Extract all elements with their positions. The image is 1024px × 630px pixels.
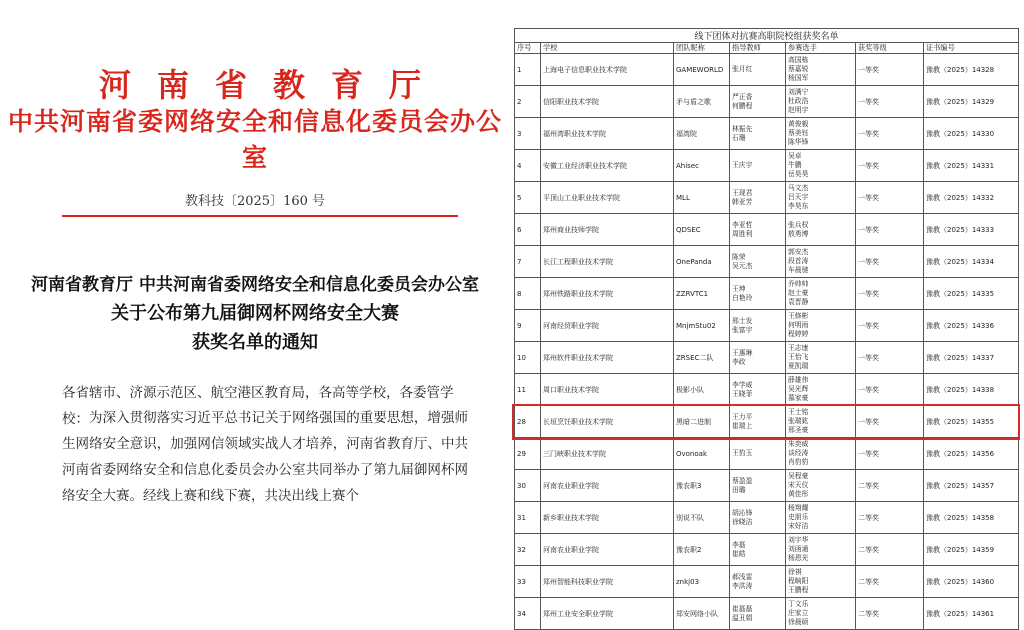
cell-coach-line: 胡沁锋 — [732, 508, 753, 517]
cell-school: 周口职业技术学院 — [541, 374, 674, 406]
cell-no: 5 — [515, 182, 541, 214]
cell-award: 一等奖 — [856, 374, 924, 406]
cell-members — [786, 470, 856, 502]
cell-coach-line: 吴元杰 — [732, 261, 753, 270]
cell-award: 一等奖 — [856, 86, 924, 118]
cell-award: 一等奖 — [856, 246, 924, 278]
cell-coach-line: 徐晓洁 — [732, 517, 753, 526]
cell-members — [786, 502, 856, 534]
cell-team: ZRSEC二队 — [674, 342, 730, 374]
cell-award: 二等奖 — [856, 470, 924, 502]
cell-school: 福州湾职业技术学院 — [541, 118, 674, 150]
cell-coach-line: 白艳玲 — [732, 293, 753, 302]
cell-school: 三门峡职业技术学院 — [541, 438, 674, 470]
cell-cert: 豫教（2025）14334 — [924, 246, 1019, 278]
cell-no: 10 — [515, 342, 541, 374]
cell-team: 豫农职3 — [674, 470, 730, 502]
table-row — [515, 118, 1019, 150]
cell-no: 9 — [515, 310, 541, 342]
cell-no: 7 — [515, 246, 541, 278]
cell-school: 郑州工业安全职业学院 — [541, 598, 674, 630]
table-row — [515, 502, 1019, 534]
cell-team: 郑安网络小队 — [674, 598, 730, 630]
cell-coach — [730, 246, 786, 278]
cell-coach — [730, 406, 786, 438]
table-row — [515, 182, 1019, 214]
cell-team: QDSEC — [674, 214, 730, 246]
cell-coach-line: 崔磊磊 — [732, 604, 753, 613]
body-paragraph: 为深入贯彻落实习近平总书记关于网络强国的重要思想，增强师生网络安全意识，加强网信领域实战人才培养，河南省教育厅、中共河南省委网络安全和信息化委员会办公室共同举办了第九届御网杯网络安全大赛。经线上赛和线下赛，共决出线上赛个 — [62, 410, 468, 504]
header-issuer-1: 河南省教育厅 — [98, 66, 447, 104]
title-line-3: 获奖名单的通知 — [192, 332, 318, 353]
cell-no: 2 — [515, 86, 541, 118]
cell-award: 一等奖 — [856, 214, 924, 246]
cell-no: 29 — [515, 438, 541, 470]
cell-coach-line: 温丑娟 — [732, 613, 753, 622]
cell-school: 长江工程职业技术学院 — [541, 246, 674, 278]
cell-coach-line: 韩亚芳 — [732, 197, 753, 206]
cell-members-line: 黄佳彤 — [788, 490, 809, 498]
cell-team: znkj03 — [674, 566, 730, 598]
cell-coach-line: 李亚哲 — [732, 220, 753, 229]
red-divider — [62, 215, 458, 217]
cell-members-line: 薛雄伟 — [788, 376, 809, 384]
cell-members-line: 王士铭 — [788, 408, 809, 416]
cell-members-line: 车晨驰 — [788, 266, 809, 274]
cell-members-line: 刘满宁 — [788, 88, 809, 96]
cell-team: ZZRVTC1 — [674, 278, 730, 310]
cell-coach-line: 陈荣 — [732, 252, 746, 261]
cell-coach-line: 王晓菲 — [732, 389, 753, 398]
cell-members-line: 谈经涛 — [788, 449, 809, 457]
cell-school: 长垣烹饪职业技术学院 — [541, 406, 674, 438]
cell-coach-line: 石珊 — [732, 133, 746, 142]
title-line-1: 河南省教育厅 中共河南省委网络安全和信息化委员会办公室 — [31, 275, 479, 295]
cell-no: 33 — [515, 566, 541, 598]
table-body — [515, 54, 1019, 630]
table-row — [515, 214, 1019, 246]
cell-members-line: 敖勇博 — [788, 229, 809, 238]
cell-members-line: 王怡飞 — [788, 353, 809, 361]
cell-members — [786, 86, 856, 118]
cell-school: 河南农业职业学院 — [541, 470, 674, 502]
cell-cert: 豫教（2025）14357 — [924, 470, 1019, 502]
cell-members-line: 宋天仪 — [788, 481, 809, 489]
cell-members-line: 袁晋静 — [788, 298, 809, 306]
cell-no: 4 — [515, 150, 541, 182]
cell-members — [786, 278, 856, 310]
cell-coach — [730, 118, 786, 150]
cell-no: 1 — [515, 54, 541, 86]
cell-members-line: 李昊东 — [788, 202, 809, 210]
cell-members — [786, 54, 856, 86]
cell-cert: 豫教（2025）14336 — [924, 310, 1019, 342]
cell-coach-line: 李政 — [732, 357, 746, 366]
cell-members — [786, 566, 856, 598]
cell-no: 34 — [515, 598, 541, 630]
table-title: 线下团体对抗赛高职院校组获奖名单 — [515, 29, 1019, 43]
cell-coach — [730, 310, 786, 342]
cell-award: 二等奖 — [856, 502, 924, 534]
cell-team: 极影小队 — [674, 374, 730, 406]
cell-team: 福湾院 — [674, 118, 730, 150]
cell-members-line: 史朋乐 — [788, 513, 809, 521]
cell-team: 别说不队 — [674, 502, 730, 534]
cell-members — [786, 406, 856, 438]
cell-coach-line: 严正香 — [732, 92, 753, 101]
cell-team: Ovonoak — [674, 438, 730, 470]
cell-members-line: 高国栋 — [788, 56, 809, 64]
table-row — [515, 566, 1019, 598]
cell-coach — [730, 278, 786, 310]
cell-team: 黑暗二进制 — [674, 406, 730, 438]
cell-award: 一等奖 — [856, 406, 924, 438]
cell-members-line: 庄家立 — [788, 609, 809, 617]
cell-coach — [730, 150, 786, 182]
cell-coach-line: 李磊 — [732, 540, 746, 549]
cell-cert: 豫教（2025）14332 — [924, 182, 1019, 214]
cell-members — [786, 342, 856, 374]
cell-school: 平顶山工业职业技术学院 — [541, 182, 674, 214]
salutation: 各省辖市、济源示范区、航空港区教育局，各高等学校，各委管学校： — [62, 385, 454, 427]
cell-members-line: 慕家豪 — [788, 394, 809, 402]
table-row — [515, 54, 1019, 86]
cell-cert: 豫教（2025）14331 — [924, 150, 1019, 182]
cell-school: 郑州商业技师学院 — [541, 214, 674, 246]
cell-members — [786, 246, 856, 278]
cell-cert: 豫教（2025）14358 — [924, 502, 1019, 534]
cell-team: Ahisec — [674, 150, 730, 182]
cell-members-line: 岳昊昊 — [788, 170, 809, 178]
cell-members-line: 蔡嘉锐 — [788, 65, 809, 73]
cell-members-line: 郭安杰 — [788, 248, 809, 256]
cell-coach — [730, 502, 786, 534]
cell-members-line: 吴光辉 — [788, 385, 809, 393]
cell-coach-line: 张富宇 — [732, 325, 753, 334]
cell-coach — [730, 182, 786, 214]
cell-members-line: 朱奕威 — [788, 440, 809, 448]
cell-coach-line: 李学威 — [732, 380, 753, 389]
cell-award: 二等奖 — [856, 534, 924, 566]
table-header-row — [515, 43, 1019, 54]
cell-coach — [730, 54, 786, 86]
table-row — [515, 406, 1019, 438]
cell-members-line: 吴程豪 — [788, 472, 809, 480]
cell-school: 河南农业职业学院 — [541, 534, 674, 566]
cell-members-line: 赵明宇 — [788, 106, 809, 114]
cell-award: 一等奖 — [856, 278, 924, 310]
table-row — [515, 470, 1019, 502]
cell-award: 一等奖 — [856, 182, 924, 214]
col-header-cert: 证书编号 — [924, 43, 1019, 54]
cell-coach-line: 王惠琳 — [732, 348, 753, 357]
cell-members-line: 刘函通 — [788, 545, 809, 553]
cell-members-line: 蔡美钰 — [788, 129, 809, 137]
cell-team: GAMEWORLD — [674, 54, 730, 86]
cell-cert: 豫教（2025）14360 — [924, 566, 1019, 598]
cell-coach-line: 林振先 — [732, 124, 753, 133]
cell-school: 郑州软件职业技术学院 — [541, 342, 674, 374]
cell-award: 一等奖 — [856, 310, 924, 342]
cell-coach-line: 蔡盈盈 — [732, 476, 753, 485]
cell-cert: 豫教（2025）14330 — [924, 118, 1019, 150]
cell-team: OnePanda — [674, 246, 730, 278]
cell-cert: 豫教（2025）14333 — [924, 214, 1019, 246]
col-header-no: 序号 — [515, 43, 541, 54]
cell-coach — [730, 86, 786, 118]
cell-members — [786, 150, 856, 182]
cell-members-line: 徐晨硕 — [788, 618, 809, 626]
col-header-coach: 指导教师 — [730, 43, 786, 54]
cell-cert: 豫教（2025）14337 — [924, 342, 1019, 374]
cell-no: 11 — [515, 374, 541, 406]
cell-school: 新乡职业技术学院 — [541, 502, 674, 534]
cell-cert: 豫教（2025）14361 — [924, 598, 1019, 630]
cell-cert: 豫教（2025）14359 — [924, 534, 1019, 566]
cell-school: 安徽工业经济职业技术学院 — [541, 150, 674, 182]
cell-members-line: 马文杰 — [788, 184, 809, 192]
cell-coach — [730, 374, 786, 406]
cell-no: 30 — [515, 470, 541, 502]
table-row — [515, 310, 1019, 342]
cell-coach-line: 王豹玉 — [732, 449, 753, 457]
cell-members-line: 杜政浩 — [788, 97, 809, 105]
cell-school: 上海电子信息职业技术学院 — [541, 54, 674, 86]
cell-members-line: 吴卓 — [788, 152, 802, 160]
table-row — [515, 342, 1019, 374]
cell-members-line: 杨翔耀 — [788, 504, 809, 512]
cell-coach-line: 王力平 — [732, 412, 753, 421]
table-row — [515, 246, 1019, 278]
cell-school: 河南经贸职业学院 — [541, 310, 674, 342]
cell-members-line: 吕天宇 — [788, 193, 809, 201]
cell-cert: 豫教（2025）14329 — [924, 86, 1019, 118]
cell-members-line: 邢圣豪 — [788, 426, 809, 434]
cell-award: 一等奖 — [856, 342, 924, 374]
cell-members-line: 徐祺 — [788, 568, 802, 576]
cell-members — [786, 214, 856, 246]
cell-cert: 豫教（2025）14338 — [924, 374, 1019, 406]
cell-cert: 豫教（2025）14356 — [924, 438, 1019, 470]
cell-cert: 豫教（2025）14335 — [924, 278, 1019, 310]
cell-cert: 豫教（2025）14328 — [924, 54, 1019, 86]
cell-members-line: 赵士豪 — [788, 289, 809, 297]
table-row — [515, 150, 1019, 182]
cell-coach-line: 崔皓 — [732, 549, 746, 558]
cell-award: 二等奖 — [856, 566, 924, 598]
cell-school: 信阳职业技术学院 — [541, 86, 674, 118]
col-header-school: 学校 — [541, 43, 674, 54]
cell-coach — [730, 214, 786, 246]
cell-members-line: 黄俊毅 — [788, 120, 809, 128]
col-header-team: 团队昵称 — [674, 43, 730, 54]
cell-award: 一等奖 — [856, 150, 924, 182]
cell-members-line: 程婷婷 — [788, 330, 809, 338]
cell-members-line: 张兵权 — [788, 220, 809, 229]
cell-coach — [730, 534, 786, 566]
cell-team: MnjmStu02 — [674, 310, 730, 342]
award-table-panel — [514, 28, 1019, 630]
cell-coach-line: 郝浅雷 — [732, 572, 753, 581]
cell-members-line: 陈华锋 — [788, 138, 809, 146]
cell-team: 豫农职2 — [674, 534, 730, 566]
table-row — [515, 438, 1019, 470]
cell-members-line: 肖豹豹 — [788, 458, 809, 466]
cell-members-line: 王鹏程 — [788, 586, 809, 594]
cell-coach-line: 周胜利 — [732, 229, 753, 238]
cell-members — [786, 598, 856, 630]
cell-members-line: 宋好洁 — [788, 522, 809, 530]
cell-team: 矛与盾之歌 — [674, 86, 730, 118]
cell-members-line: 乔帅帅 — [788, 280, 809, 288]
cell-members-line: 张瑞鈜 — [788, 417, 809, 425]
cell-coach — [730, 438, 786, 470]
cell-no: 28 — [515, 406, 541, 438]
table-row — [515, 598, 1019, 630]
cell-members — [786, 182, 856, 214]
cell-coach — [730, 470, 786, 502]
cell-coach-line: 邢士发 — [732, 316, 753, 325]
table-row — [515, 534, 1019, 566]
table-row — [515, 278, 1019, 310]
cell-no: 31 — [515, 502, 541, 534]
cell-coach — [730, 566, 786, 598]
cell-award: 一等奖 — [856, 438, 924, 470]
cell-members-line: 王志康 — [788, 344, 809, 352]
title-line-2: 关于公布第九届御网杯网络安全大赛 — [111, 303, 399, 324]
cell-coach-line: 崔瑞上 — [732, 421, 753, 430]
cell-school: 郑州铁路职业技术学院 — [541, 278, 674, 310]
cell-coach-line: 田璐 — [732, 485, 746, 494]
cell-coach-line: 王庆宇 — [732, 161, 753, 169]
cell-no: 32 — [515, 534, 541, 566]
header-issuer-2: 中共河南省委网络安全和信息化委员会办公室 — [7, 107, 502, 172]
cell-coach-line: 李洪涛 — [732, 581, 753, 590]
cell-members — [786, 534, 856, 566]
cell-team: MLL — [674, 182, 730, 214]
col-header-members: 参赛选手 — [786, 43, 856, 54]
cell-award: 二等奖 — [856, 598, 924, 630]
col-header-award: 获奖等级 — [856, 43, 924, 54]
cell-coach — [730, 598, 786, 630]
cell-members — [786, 374, 856, 406]
table-row — [515, 374, 1019, 406]
cell-members-line: 何明雨 — [788, 321, 809, 329]
cell-award: 一等奖 — [856, 54, 924, 86]
cell-members-line: 牛鹏 — [788, 161, 802, 169]
table-row — [515, 86, 1019, 118]
cell-coach-line: 张月红 — [732, 65, 753, 73]
cell-coach-line: 何鹏程 — [732, 101, 753, 110]
cell-no: 8 — [515, 278, 541, 310]
cell-no: 3 — [515, 118, 541, 150]
cell-members — [786, 310, 856, 342]
cell-members — [786, 438, 856, 470]
cell-coach-line: 王现君 — [732, 188, 753, 197]
cell-members-line: 丁文乐 — [788, 600, 809, 608]
award-table — [514, 28, 1019, 630]
cell-no: 6 — [515, 214, 541, 246]
notice-document — [0, 0, 510, 618]
cell-members-line: 夏凯瑞 — [788, 362, 809, 370]
cell-school: 郑州智能科技职业学院 — [541, 566, 674, 598]
cell-members-line: 杨国军 — [788, 74, 809, 82]
cell-members — [786, 118, 856, 150]
cell-members-line: 王修彬 — [788, 312, 809, 320]
cell-coach-line: 王坤 — [732, 284, 746, 293]
cell-members-line: 杨恩光 — [788, 554, 809, 562]
cell-members-line: 刘宇华 — [788, 536, 809, 544]
cell-members-line: 段首涛 — [788, 257, 809, 265]
cell-coach — [730, 342, 786, 374]
cell-award: 一等奖 — [856, 118, 924, 150]
cell-members-line: 程晌阳 — [788, 577, 809, 585]
cell-cert: 豫教（2025）14355 — [924, 406, 1019, 438]
document-number: 教科技〔2025〕160 号 — [184, 194, 326, 209]
